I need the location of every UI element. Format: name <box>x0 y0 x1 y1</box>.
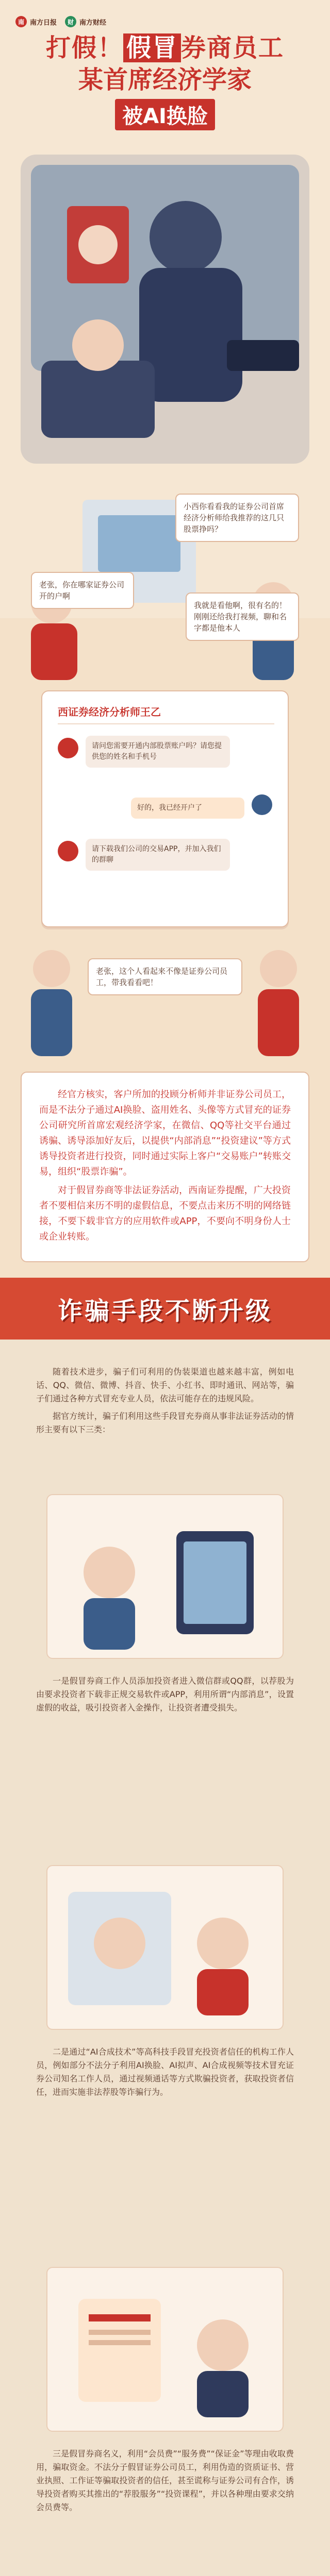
chat1-bubble-left: 老张，你在哪家证券公司开的户啊 <box>31 572 134 609</box>
old-man-figure-illustration <box>248 943 309 1061</box>
card-msg3: 请下载我们公司的交易APP，并加入我们的群聊 <box>86 839 230 871</box>
woman-head-icon <box>33 950 70 987</box>
logo1-text: 南方日报 <box>30 19 57 27</box>
scammer-icon <box>197 2319 249 2371</box>
chat1-bubble-right2: 我就是看他啊，很有名的！刚刚还给我打视频，聊和名字都是他本人 <box>186 592 299 641</box>
logo-nanfang-daily <box>15 16 57 27</box>
logo2-text: 南方财经 <box>79 19 107 27</box>
notice-paper <box>21 1072 309 1262</box>
scene2-illustration <box>46 1865 284 2030</box>
person-icon <box>84 1547 135 1598</box>
avatar-icon-user <box>252 794 272 815</box>
chat2-bubble: 老张，这个人看起来不像是证券公司员工，带我看看吧！ <box>88 958 242 995</box>
card-msg2: 好的，我已经开户了 <box>131 798 244 819</box>
title-l1c: 券商员工 <box>181 33 285 62</box>
section-banner <box>0 1278 330 1340</box>
hero-illustration <box>0 144 330 474</box>
logo-nanfang-finance <box>65 16 106 27</box>
notice-p1: 经官方核实，客户所加的投顾分析师并非证券公司员工，而是不法分子通过AI换脸、盗用姓名、头像等方式冒充的证券公司研究所首席宏观经济学家，在微信、QQ等社交平台通过诱骗、诱导添加好友后，以提供“内部消息”“投资建议”等方式诱导投资者进行投资，同时通过实际上客户“交易账户”转账交易，组织“股票诈骗”。 <box>39 1089 291 1177</box>
face-swap-icon <box>197 1918 249 1969</box>
avatar-icon <box>58 738 78 758</box>
police-icon <box>41 361 155 438</box>
chat1-bubble-right: 小西你看看我的证券公司首席经济分析师给我推荐的这几只股票挣吗？ <box>175 494 299 542</box>
thief-head-icon <box>150 201 222 273</box>
card-title: 西证券经济分析师王乙 <box>58 706 161 718</box>
green-seal-icon: 财 <box>65 16 76 27</box>
oldman-head-icon <box>260 950 297 987</box>
intro1: 随着技术进步，骗子们可利用的伪装渠道也越来越丰富，例如电话、QQ、微信、微博、抖音、快手、小红书、即时通讯、网站等，骗子们通过各种方式冒充专业人员，依法可能存在的违规风险。 <box>36 1367 294 1403</box>
card-msg1: 请问您需要开通内部股票账户吗？请您提供您的姓名和手机号 <box>86 736 230 768</box>
scene3-illustration <box>46 2267 284 2432</box>
title-line3: 被AI换脸 <box>115 99 215 130</box>
woman-figure-illustration <box>21 943 82 1061</box>
gun-icon <box>227 340 299 371</box>
chat-card <box>41 690 289 927</box>
case2: 二是通过“AI合成技术”等高科技手段冒充投资者信任的机构工作人员，例如部分不法分子利用AI换脸、AI拟声、AI合成视频等技术冒充证券公司知名工作人员，通过视频通话等方式欺骗投资者，获取投资者信任，进而实施非法荐股等诈骗行为。 <box>36 2047 294 2097</box>
page-title <box>0 32 330 140</box>
red-seal-icon: 南 <box>15 16 27 27</box>
case3: 三是假冒券商名义，利用“会员费”“服务费”“保证金”等理由收取费用，骗取资金。不法分子假冒证券公司员工，利用伪造的资质证书、营业执照、工作证等骗取投资者的信任，甚至谎称与证券公司有合作，诱导投资者购买其推出的“荐股服务”“投资课程”，并以各种理由要求交纳会员费等。 <box>36 2449 294 2512</box>
title-line2: 某首席经济学家 <box>78 65 252 94</box>
card-divider <box>58 723 274 724</box>
case1: 一是假冒券商工作人员添加投资者进入微信群或QQ群，以荐股为由要求投资者下载非正规交易软件或APP，利用所谓“内部消息”，设置虚假的收益，吸引投资者入金操作，让投资者遭受损失。 <box>36 1676 294 1713</box>
scene1-illustration <box>46 1494 284 1659</box>
section-intro <box>36 1365 294 1436</box>
title-l1a: 打假！ <box>45 33 123 62</box>
intro2: 据官方统计，骗子们利用这些手段冒充券商从事非法证券活动的情形主要有以下三类： <box>36 1411 294 1434</box>
case1-text <box>36 1674 294 1715</box>
avatar-icon-2 <box>58 841 78 861</box>
title-l1b: 假冒 <box>123 33 181 62</box>
title-line1 <box>0 32 330 64</box>
notice-p2: 对于假冒券商等非法证券活动，西南证券提醒，广大投资者不要相信来历不明的虚假信息，不要点击来历不明的网络链接，不要下载非官方的应用软件或APP，不要向不明身份人士或企业转账。 <box>39 1185 291 1242</box>
header-logos <box>15 11 315 32</box>
monitor-icon <box>98 515 180 572</box>
case3-text <box>36 2447 294 2514</box>
case2-text <box>36 2045 294 2099</box>
banner-label: 诈骗手段不断升级 <box>57 1296 272 1326</box>
